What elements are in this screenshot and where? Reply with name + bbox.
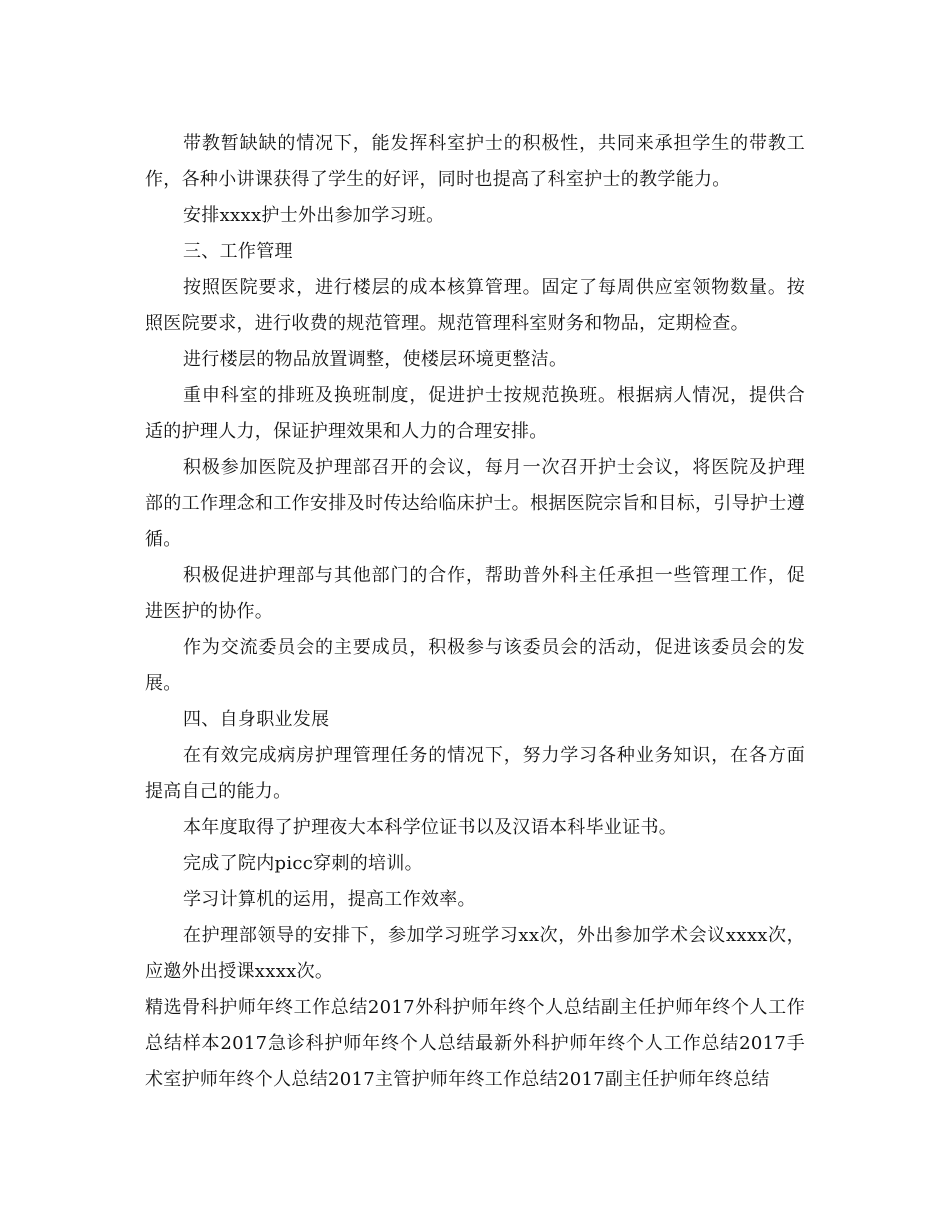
section-heading-work-management: 三、工作管理 <box>183 241 293 262</box>
paragraph-study-class: 安排xxxx护士外出参加学习班。 <box>183 205 445 226</box>
section-heading-career-development: 四、自身职业发展 <box>183 709 330 730</box>
paragraph-certificates: 本年度取得了护理夜大本科学位证书以及汉语本科毕业证书。 <box>183 817 678 838</box>
paragraph-meetings: 积极参加医院及护理部召开的会议，每月一次召开护士会议，将医院及护理部的工作理念和工作安排及时传达给临床护士。根据医院宗旨和目标，引导护士遵循。 <box>145 457 805 550</box>
paragraph-scheduling: 重申科室的排班及换班制度，促进护士按规范换班。根据病人情况，提供合适的护理人力，保证护理效果和人力的合理安排。 <box>145 385 805 442</box>
paragraph-cooperation: 积极促进护理部与其他部门的合作，帮助普外科主任承担一些管理工作，促进医护的协作。 <box>145 565 805 622</box>
paragraph-teaching: 带教暂缺缺的情况下，能发挥科室护士的积极性，共同来承担学生的带教工作，各种小讲课获得了学生的好评，同时也提高了科室护士的教学能力。 <box>145 133 805 190</box>
paragraph-computer-skills: 学习计算机的运用，提高工作效率。 <box>183 889 476 910</box>
paragraph-cost-management: 按照医院要求，进行楼层的成本核算管理。固定了每周供应室领物数量。按照医院要求，进行收费的规范管理。规范管理科室财务和物品，定期检查。 <box>145 277 805 334</box>
related-articles-text: 精选骨科护师年终工作总结2017外科护师年终个人总结副主任护师年终个人工作总结样本2017急诊科护师年终个人总结最新外科护师年终个人工作总结2017手术室护师年终个人总结2017主管护师年终工作总结2017副主任护师年终总结 <box>145 997 805 1090</box>
paragraph-floor-arrangement: 进行楼层的物品放置调整，使楼层环境更整洁。 <box>183 349 568 370</box>
document-page <box>145 126 805 1098</box>
paragraph-learning: 在有效完成病房护理管理任务的情况下，努力学习各种业务知识，在各方面提高自己的能力。 <box>145 745 805 802</box>
paragraph-conferences: 在护理部领导的安排下，参加学习班学习xx次，外出参加学术会议xxxx次，应邀外出授课xxxx次。 <box>145 925 805 982</box>
paragraph-picc-training: 完成了院内picc穿刺的培训。 <box>183 853 423 874</box>
paragraph-committee: 作为交流委员会的主要成员，积极参与该委员会的活动，促进该委员会的发展。 <box>145 637 805 694</box>
